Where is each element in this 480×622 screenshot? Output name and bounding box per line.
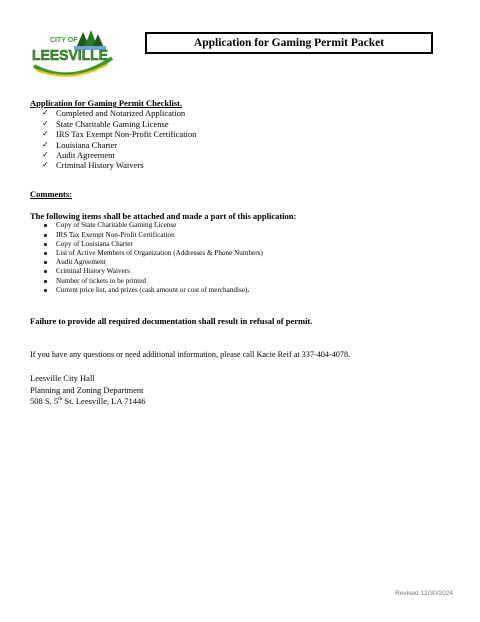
address-block <box>30 373 146 408</box>
checklist-list <box>30 108 430 170</box>
checklist-item-label: IRS Tax Exempt Non-Profit Certification <box>56 129 197 140</box>
attachment-item-label: List of Active Members of Organization (Addresses & Phone Numbers) <box>56 249 263 258</box>
comments-heading: Comments: <box>30 189 73 199</box>
bullet-icon <box>44 243 47 246</box>
bullet-icon <box>44 224 47 227</box>
attachment-item <box>30 267 450 276</box>
attachment-item <box>30 249 450 258</box>
comments-section <box>30 189 72 199</box>
address-line-3-prefix: 508 S. 5 <box>30 396 59 406</box>
attachment-last-suffix: . <box>247 285 250 294</box>
checkmark-icon: ✓ <box>42 118 49 128</box>
attachment-item <box>30 221 450 230</box>
leesville-logo-graphic <box>28 28 116 80</box>
attachment-item-label: Current price list, and prizes (cash amount or cost of merchandise) <box>56 285 248 294</box>
logo-main-text: LEESVILLE <box>32 47 108 64</box>
logo-top-text: CITY OF <box>50 37 78 44</box>
bullet-icon <box>44 270 47 273</box>
address-line-2: Planning and Zoning Department <box>30 384 144 395</box>
checklist-item-label: Audit Agreement <box>56 150 115 161</box>
attachment-item-label: Audit Agreement <box>56 258 106 267</box>
checkmark-icon: ✓ <box>42 129 49 139</box>
checklist-item <box>30 129 430 139</box>
checklist-item-label: Completed and Notarized Application <box>56 108 186 119</box>
checklist-item-label: Criminal History Waivers <box>56 160 144 171</box>
attachment-item <box>30 231 450 240</box>
attachment-item <box>30 240 450 249</box>
attachments-heading: The following items shall be attached and made a part of this application: <box>30 211 297 221</box>
checklist-item <box>30 108 430 118</box>
attachment-item-label: Criminal History Waivers <box>56 267 130 276</box>
attachments-list <box>30 221 450 295</box>
title-box <box>145 32 433 54</box>
address-line-3-suffix: St. Leesville, LA 71446 <box>62 396 146 406</box>
attachment-item <box>30 258 450 267</box>
checkmark-icon: ✓ <box>42 160 49 170</box>
bullet-icon <box>44 289 47 292</box>
bullet-icon <box>44 261 47 264</box>
checklist-item <box>30 160 430 170</box>
address-line-1: Leesville City Hall <box>30 373 95 383</box>
attachment-item-label: IRS Tax Exempt Non-Profit Certification <box>56 230 175 239</box>
checklist-heading: Application for Gaming Permit Checklist. <box>30 98 183 108</box>
page-title: Application for Gaming Permit Packet <box>193 37 385 49</box>
checklist-item <box>30 150 430 160</box>
checkmark-icon: ✓ <box>42 108 49 118</box>
attachment-item <box>30 277 450 286</box>
attachment-item-label: Copy of State Charitable Gaming License <box>56 221 177 230</box>
checklist-item-label: Louisiana Charter <box>56 139 118 150</box>
checkmark-icon: ✓ <box>42 139 49 149</box>
bullet-icon <box>44 234 47 237</box>
checklist-item <box>30 140 430 150</box>
checklist-item-label: State Charitable Gaming License <box>56 118 169 129</box>
attachment-item-label: Number of tickets to be printed <box>56 276 147 285</box>
address-line-3 <box>30 396 146 408</box>
attachment-item <box>30 286 450 295</box>
city-logo <box>28 28 116 80</box>
checkmark-icon: ✓ <box>42 150 49 160</box>
bullet-icon <box>44 252 47 255</box>
checklist-item <box>30 119 430 129</box>
revision-date: Revised 12/30/2024 <box>395 590 453 597</box>
attachment-item-label: Copy of Louisiana Charter <box>56 239 133 248</box>
checklist-section <box>30 98 430 171</box>
contact-line: If you have any questions or need additional information, please call Kacie Reif at 337-404-4078. <box>30 350 351 359</box>
warning-text: Failure to provide all required documentation shall result in refusal of permit. <box>30 316 313 326</box>
address-line-3-sup: th <box>58 396 63 403</box>
bullet-icon <box>44 280 47 283</box>
attachments-section <box>30 211 450 295</box>
